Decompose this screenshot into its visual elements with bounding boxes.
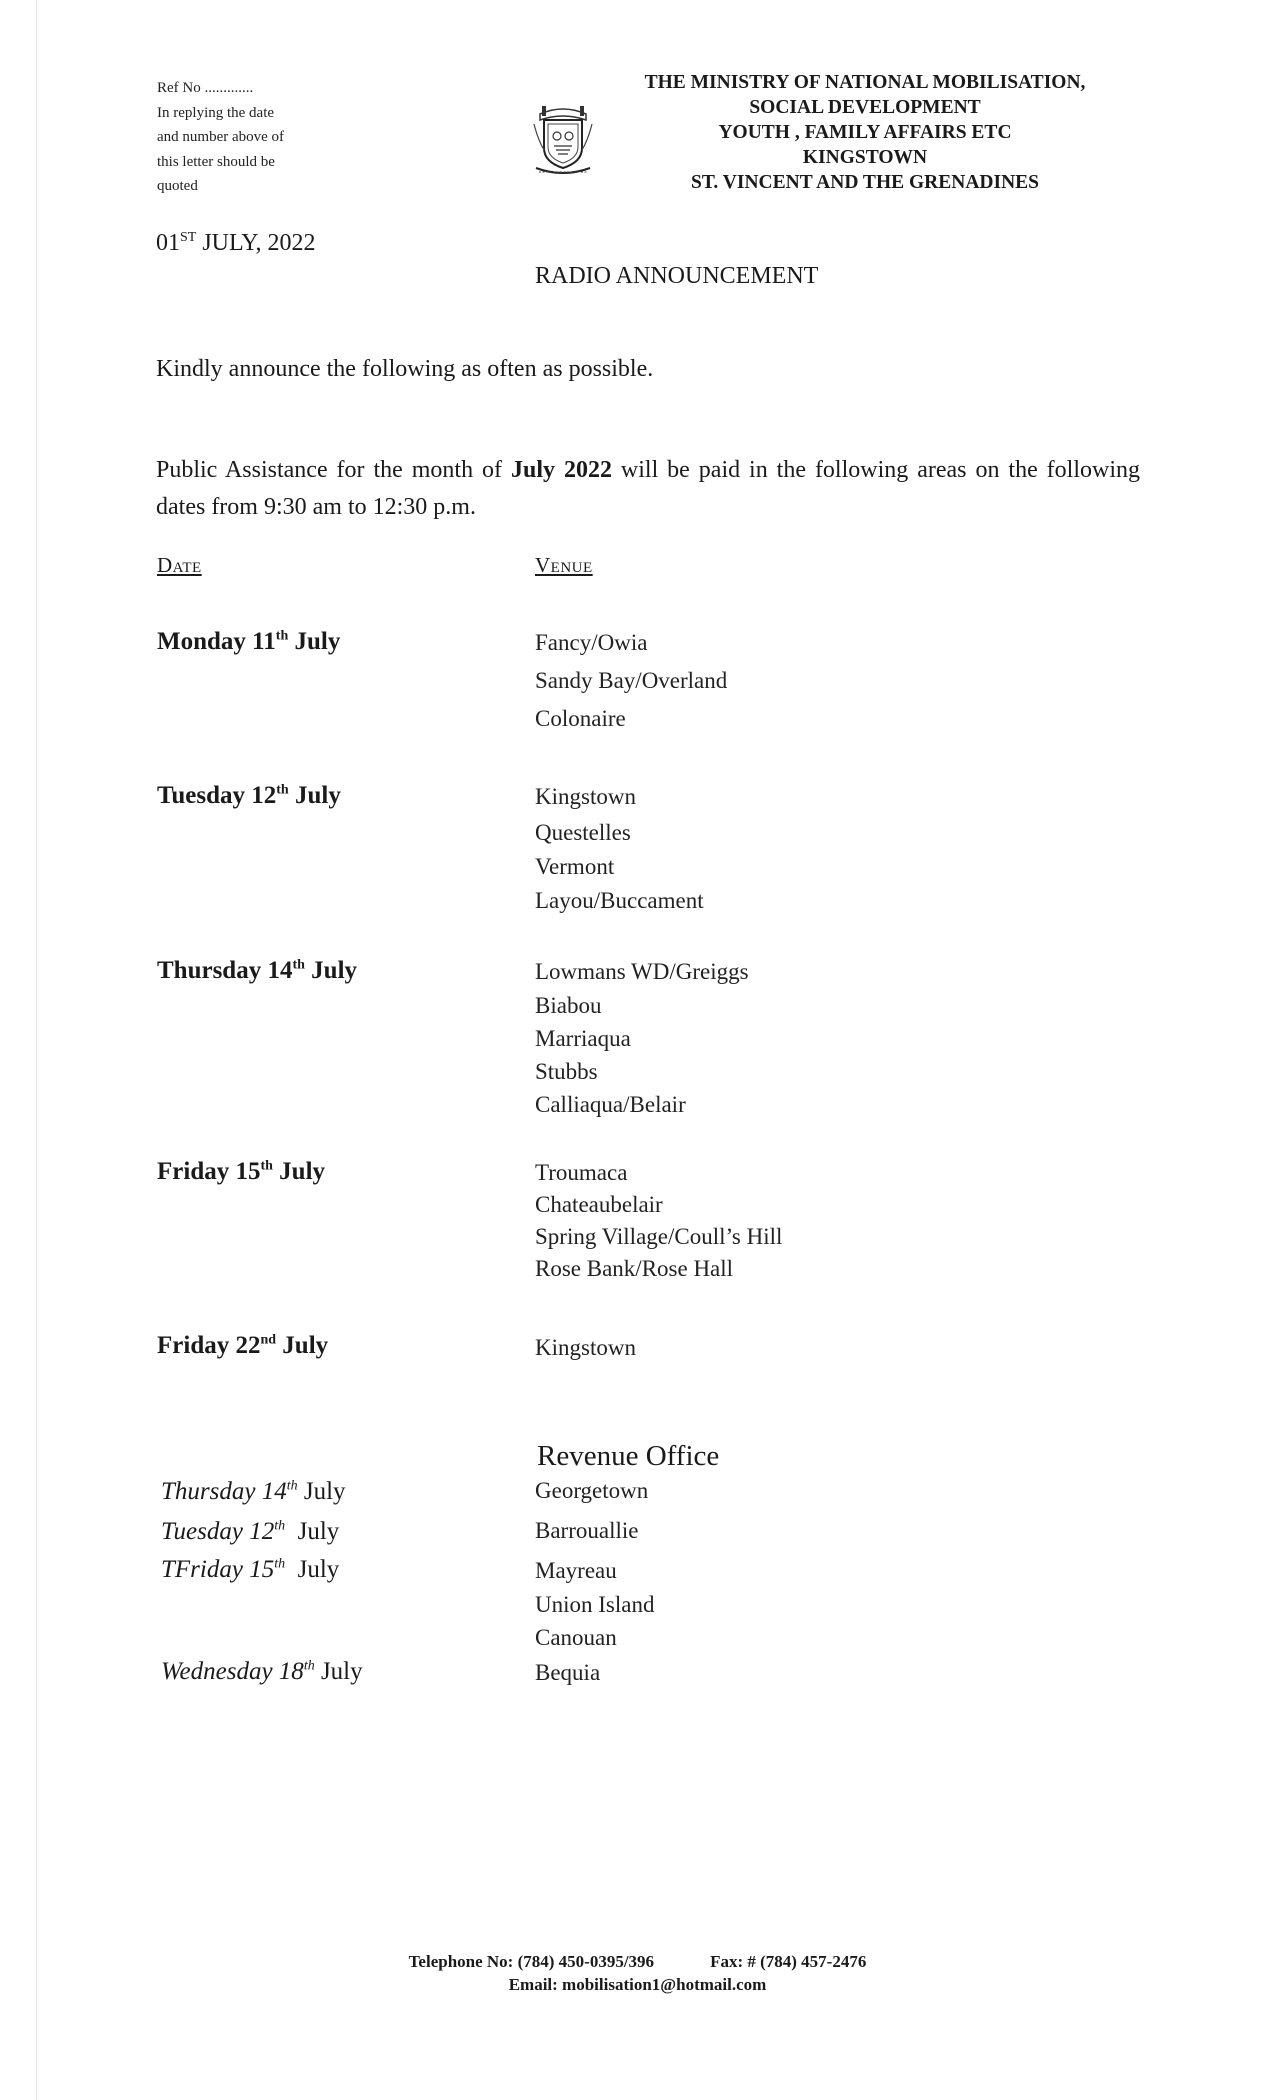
ref-line: this letter should be [157,153,275,170]
date-rest: JULY, 2022 [196,230,316,256]
venue-item: Union Island [535,1592,655,1617]
schedule-day: Friday 22nd July [157,1332,329,1359]
venue-item: Marriaqua [535,1026,631,1051]
intro-text: Kindly announce the following as often as possible. [156,356,654,382]
ref-line: In replying the date [157,104,275,121]
venue-item: Bequia [535,1660,601,1685]
ministry-line: YOUTH , FAMILY AFFAIRS ETC [718,122,1012,143]
venue-item: Kingstown [535,784,636,809]
letter-footer [0,1950,1275,1996]
venue-item: Rose Bank/Rose Hall [535,1256,734,1281]
venue-item: Georgetown [535,1478,649,1503]
paragraph-text: Public Assistance for the month of [156,457,511,483]
venue-item: Mayreau [535,1558,617,1583]
revenue-day: Wednesday 18th July [161,1658,363,1685]
ref-line: quoted [157,178,198,194]
schedule-day: Thursday 14th July [157,957,358,984]
venue-item: Lowmans WD/Greiggs [535,959,749,984]
date-day: 01 [156,230,180,256]
venue-item: Spring Village/Coull’s Hill [535,1224,783,1249]
schedule-day: Friday 15th July [157,1158,326,1185]
venue-item: Chateaubelair [535,1192,663,1217]
revenue-day: Tuesday 12th July [161,1518,340,1545]
schedule-day: Monday 11th July [157,628,341,655]
venue-item: Kingstown [535,1335,636,1360]
date-column-heading: Date [157,553,202,577]
revenue-day: TFriday 15th July [161,1556,340,1583]
letter-date [156,230,316,257]
venue-item: Stubbs [535,1059,598,1084]
venue-item: Biabou [535,993,602,1018]
scan-edge-line [36,0,37,2100]
venue-item: Fancy/Owia [535,630,648,655]
venue-item: Colonaire [535,706,626,731]
ministry-line: SOCIAL DEVELOPMENT [749,97,981,118]
venue-item: Calliaqua/Belair [535,1092,686,1117]
ref-line: Ref No ............. [157,80,254,96]
venue-item: Vermont [535,854,615,879]
footer-fax: Fax: # (784) 457-2476 [710,1952,867,1971]
ministry-line: THE MINISTRY OF NATIONAL MOBILISATION, [644,72,1086,93]
ref-line: and number above of [157,129,285,145]
ministry-line: KINGSTOWN [802,147,928,168]
revenue-day: Thursday 14th July [161,1478,346,1505]
venue-item: Barrouallie [535,1518,639,1543]
schedule-day: Tuesday 12th July [157,782,341,809]
announcement-paragraph [156,452,1140,526]
venue-item: Troumaca [535,1160,628,1185]
venue-item: Layou/Buccament [535,888,704,913]
revenue-office-heading: Revenue Office [537,1440,720,1472]
paragraph-text: will be paid in the following areas on the following dates from 9:30 am to 12:30 p.m. [156,457,1141,520]
venue-item: Canouan [535,1625,617,1650]
document-title: RADIO ANNOUNCEMENT [535,263,819,289]
paragraph-bold-month: July 2022 [510,457,612,483]
footer-email: Email: mobilisation1@hotmail.com [508,1975,767,1994]
ministry-letterhead [580,70,1150,195]
venue-column-heading: Venue [535,553,593,577]
footer-telephone: Telephone No: (784) 450-0395/396 [408,1952,655,1971]
ministry-line: ST. VINCENT AND THE GRENADINES [690,172,1040,193]
venue-item: Questelles [535,820,631,845]
reference-block [157,76,357,199]
venue-item: Sandy Bay/Overland [535,668,728,693]
date-ordinal: ST [180,230,197,245]
